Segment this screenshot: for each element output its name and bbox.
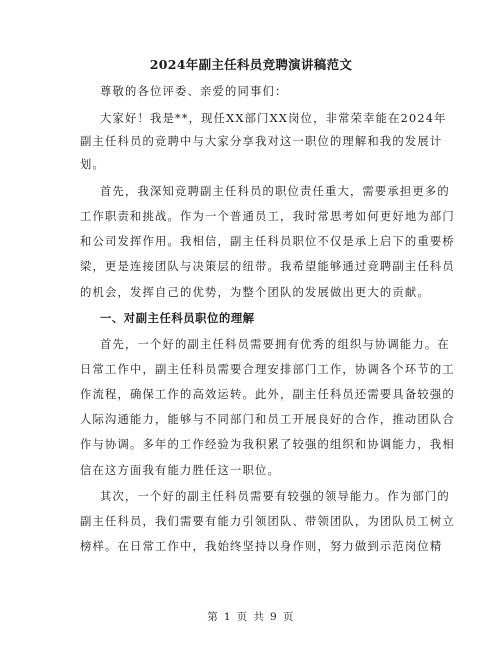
paragraph-line: 日常工作中，副主任科员需要合理安排部门工作，协调各个环节的工 [80,363,455,376]
paragraph-line: 工作职责和挑战。作为一个普通员工，我时常思考如何更好地为部门 [80,210,455,223]
salutation-line: 尊敬的各位评委、亲爱的同事们： [100,85,288,98]
paragraph-line: 首先，一个好的副主任科员需要拥有优秀的组织与协调能力。在 [100,338,450,351]
paragraph-line: 梁，更是连接团队与决策层的纽带。我希望能够通过竞聘副主任科员 [80,260,455,273]
paragraph-line: 的机会，发挥自己的优势，为整个团队的发展做出更大的贡献。 [80,286,430,299]
paragraph-line: 信在这方面我有能力胜任这一职位。 [80,464,280,477]
paragraph-line: 首先，我深知竞聘副主任科员的职位责任重大，需要承担更多的 [100,185,450,198]
paragraph-line: 榜样。在日常工作中，我始终坚持以身作则，努力做到示范岗位精 [80,540,443,553]
paragraph-line: 和公司发挥作用。我相信，副主任科员职位不仅是承上启下的重要桥 [80,235,455,248]
section-heading: 一、对副主任科员职位的理解 [100,311,255,325]
paragraph-line: 作与协调。多年的工作经验为我积累了较强的组织和协调能力，我相 [80,438,455,451]
paragraph-line: 作流程，确保工作的高效运转。此外，副主任科员还需要具备较强的 [80,388,455,401]
paragraph-line: 大家好！我是**，现任XX部门XX岗位，非常荣幸能在2024年 [100,112,447,125]
document-title: 2024年副主任科员竞聘演讲稿范文 [149,57,353,72]
paragraph-line: 副主任科员，我们需要有能力引领团队、带领团队，为团队员工树立 [80,515,455,528]
paragraph-line: 人际沟通能力，能够与不同部门和员工开展良好的合作，推动团队合 [80,413,455,426]
paragraph-line: 划。 [80,158,105,171]
paragraph-line: 其次，一个好的副主任科员需要有较强的领导能力。作为部门的 [100,490,450,503]
paragraph-line: 副主任科员的竞聘中与大家分享我对这一职位的理解和我的发展计 [80,135,443,148]
page-number: 第 1 页 共 9 页 [207,611,295,623]
